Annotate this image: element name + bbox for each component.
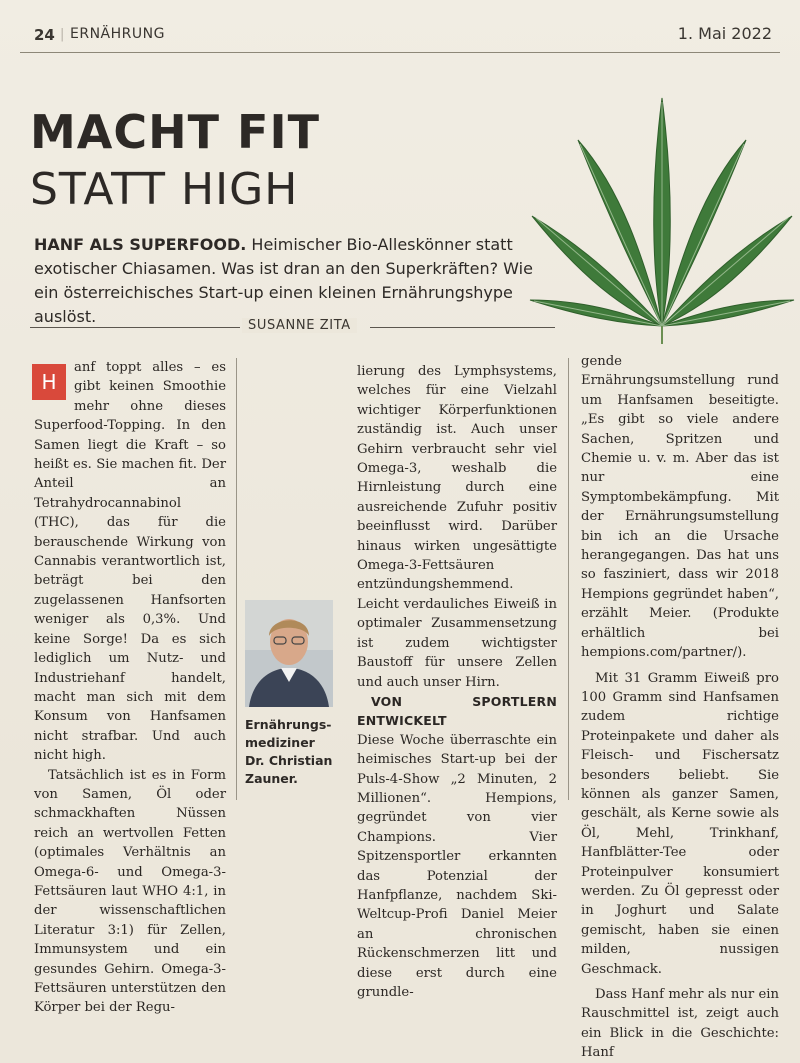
caption-line: Dr. Christian xyxy=(245,753,333,768)
header-separator: | xyxy=(60,27,65,42)
headline-line-2: STATT HIGH xyxy=(30,164,299,215)
column-rule-2 xyxy=(568,358,569,800)
section-name: ERNÄHRUNG xyxy=(70,26,165,42)
article-column-3 xyxy=(581,352,779,1063)
article-column-1 xyxy=(34,358,226,1018)
paragraph-text: anf toppt alles – es gibt keinen Smoothie mehr ohne dieses Superfood-Topping. In den Samen liegt die Kraft – so heißt es. Sie machen fit. Der Anteil an Tetrahydrocannabinol (THC), das für die berauschende Wirkung von Cannabis verantwortlich ist, beträgt bei den zugelassenen Hanfsorten weniger als 0,3%. Und keine Sorge! Da es sich lediglich um Nutz- und Industriehanf handelt, macht man sich mit dem Konsum von Hanfsamen nicht strafbar. Und auch nicht high. xyxy=(34,360,226,764)
header-rule xyxy=(20,52,780,53)
portrait-image xyxy=(245,600,333,707)
lead-text: Heimischer Bio-Alleskönner statt exotischer Chiasamen. Was ist dran an den Superkräften? Wie ein österreichisches Start-up einen kleinen Ernährungshype auslöst. xyxy=(34,235,533,326)
paragraph: lierung des Lymphsystems, welches für eine Vielzahl wichtiger Körperfunktionen zuständig ist. Auch unser Gehirn verbraucht sehr viel Omega-3, weshalb die Hirnleistung durch eine ausreichende Zufuhr positiv beeinflusst wird. Darüber hinaus wirken ungesättigte Omega-3-Fettsäuren entzündungshemmend. Leicht verdauliches Eiweiß in optimaler Zusammensetzung ist zudem wichtigster Baustoff für unsere Zellen und auch unser Hirn. xyxy=(357,364,557,690)
page-number: 24 xyxy=(34,26,55,44)
portrait-photo xyxy=(245,600,333,707)
page-header xyxy=(34,20,772,50)
caption-line: Zauner. xyxy=(245,771,298,786)
paragraph: gende Ernährungsumstellung rund um Hanfsamen beseitigte. „Es gibt so viele andere Sachen, Spritzen und Chemie u. v. m. Aber das ist nur eine Symptombekämpfung. Mit der Ernährungsumstellung bin ich an die Ursache herangegangen. Das hat uns so fasziniert, dass wir 2018 Hempions gegründet haben“, erzählt Meier. (Produkte erhältlich bei hempions.com/partner/). xyxy=(581,354,779,661)
article-column-2 xyxy=(357,362,557,1002)
drop-cap: H xyxy=(32,364,66,400)
issue-date: 1. Mai 2022 xyxy=(677,24,772,43)
section-subhead: VON SPORTLERN ENTWICKELT xyxy=(357,693,557,729)
photo-caption xyxy=(245,716,345,788)
author-name: SUSANNE ZITA xyxy=(242,318,357,333)
caption-line: Ernährungs- xyxy=(245,717,332,732)
byline-rule-left xyxy=(30,327,240,328)
hemp-leaf-icon xyxy=(522,92,800,347)
lead-paragraph xyxy=(34,233,544,329)
byline xyxy=(30,318,555,338)
paragraph: Diese Woche überraschte ein heimisches Start-up bei der Puls-4-Show „2 Minuten, 2 Millionen“. Hempions, gegründet von vier Champions. Vier Spitzensportler erkannten das Potenzial der Hanfpflanze, nachdem Ski-Weltcup-Profi Daniel Meier an chronischen Rückenschmerzen litt und diese erst durch eine grundle- xyxy=(357,732,557,1000)
paragraph xyxy=(34,358,226,766)
lead-kicker: HANF ALS SUPERFOOD. xyxy=(34,235,247,254)
caption-line: mediziner xyxy=(245,735,315,750)
paragraph: Tatsächlich ist es in Form von Samen, Öl oder schmackhaften Nüssen reich an wertvollen Fetten (optimales Verhältnis an Omega-6- und Omega-3-Fettsäuren laut WHO 4:1, in der wissenschaftlichen Literatur 3:1) für Zellen, Immunsystem und ein gesundes Gehirn. Omega-3-Fettsäuren unterstützen den Körper bei der Regu- xyxy=(34,767,226,1016)
headline-line-1: MACHT FIT xyxy=(30,105,320,159)
paragraph: Dass Hanf mehr als nur ein Rauschmittel ist, zeigt auch ein Blick in die Geschichte: Hanf xyxy=(581,987,779,1061)
paragraph: Mit 31 Gramm Eiweiß pro 100 Gramm sind Hanfsamen zudem richtige Proteinpakete und daher als Fleisch- und Fischersatz besonders beliebt. Sie können als ganzer Samen, geschält, als Kerne sowie als Öl, Mehl, Trinkhanf, Hanfblätter-Tee oder Proteinpulver konsumiert werden. Zu Öl gepresst oder in Joghurt und Salate gemischt, haben sie einen milden, nussigen Geschmack. xyxy=(581,670,779,977)
column-rule-1 xyxy=(236,358,237,800)
